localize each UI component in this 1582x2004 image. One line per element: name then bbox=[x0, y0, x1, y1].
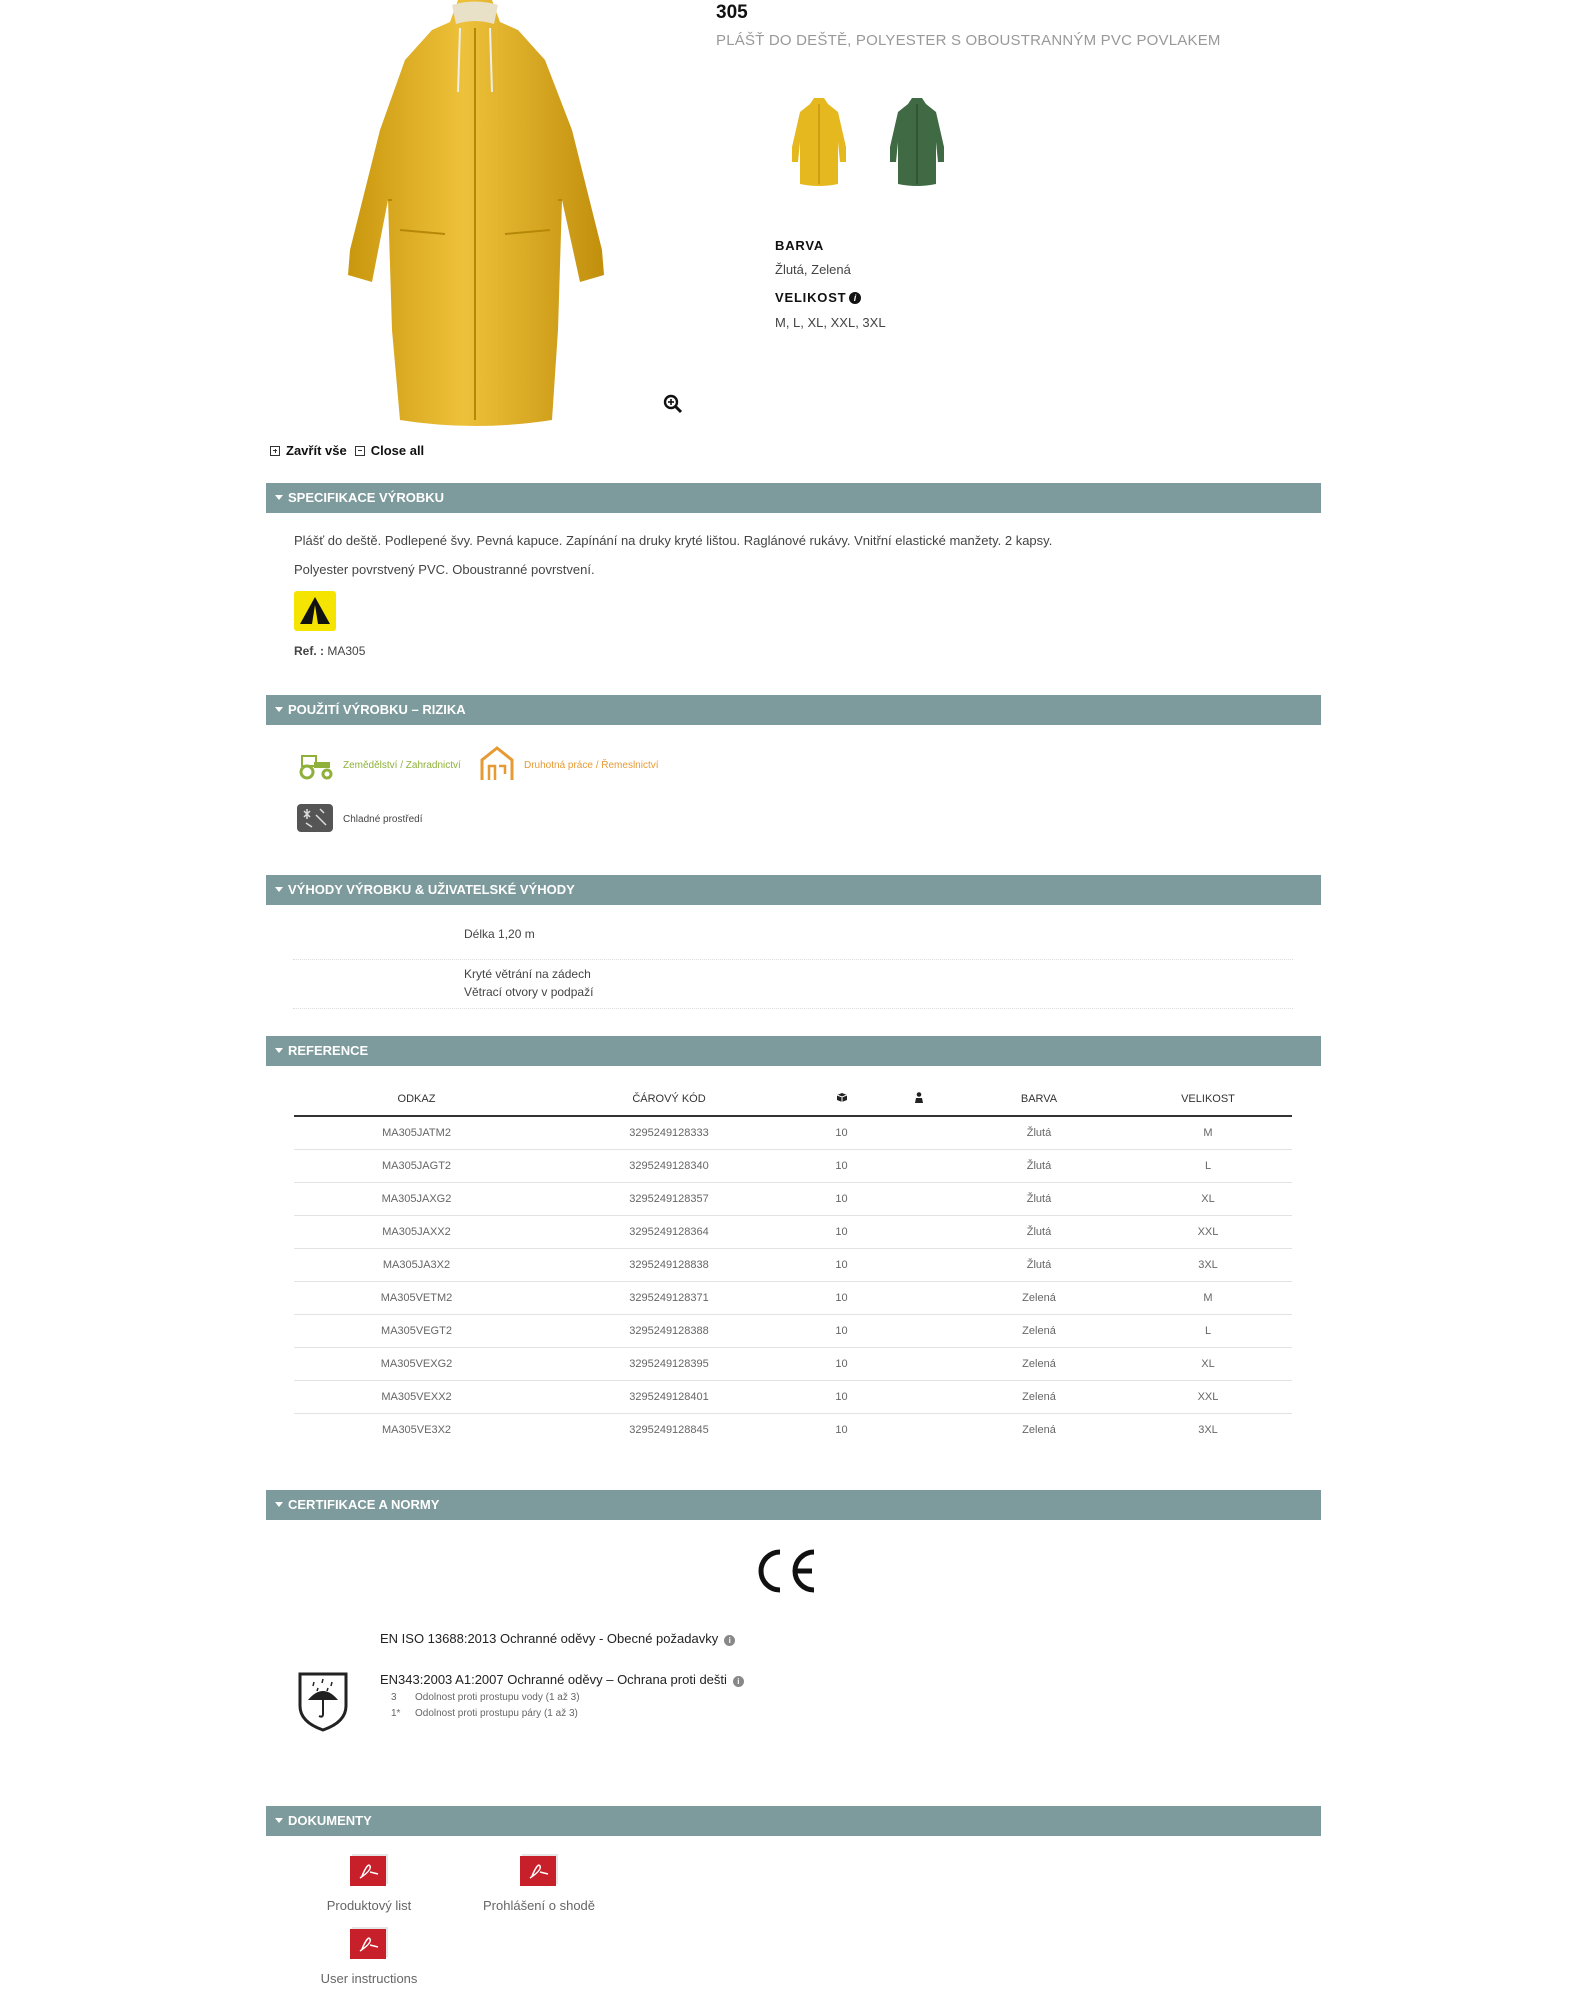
pdf-icon bbox=[348, 1852, 390, 1888]
table-row bbox=[294, 1215, 1292, 1248]
expand-collapse-controls bbox=[270, 443, 424, 458]
caret-down-icon bbox=[275, 1048, 283, 1053]
cell-person bbox=[884, 1347, 954, 1380]
caret-down-icon bbox=[275, 887, 283, 892]
cell-box-qty: 10 bbox=[799, 1248, 884, 1281]
reference-table-body bbox=[294, 1116, 1292, 1446]
use-item-crafts: Druhotná práce / Řemeslnictví bbox=[524, 760, 659, 771]
ref-line bbox=[294, 644, 365, 658]
color-value: Žlutá, Zelená bbox=[775, 262, 851, 277]
section-header-benefits[interactable] bbox=[266, 875, 1321, 905]
property-value: 1* bbox=[391, 1708, 401, 1719]
cell-person bbox=[884, 1380, 954, 1413]
caret-down-icon bbox=[275, 495, 283, 500]
cell-ref: MA305JA3X2 bbox=[294, 1248, 539, 1281]
table-row bbox=[294, 1116, 1292, 1149]
cell-box-qty: 10 bbox=[799, 1347, 884, 1380]
cell-ref: MA305VE3X2 bbox=[381, 1423, 452, 1436]
cell-ref: MA305VETM2 bbox=[294, 1281, 539, 1314]
cell-size: XXL bbox=[1124, 1215, 1292, 1248]
section-header-cert[interactable] bbox=[266, 1490, 1321, 1520]
cell-ref: MA305VEXG2 bbox=[294, 1347, 539, 1380]
table-row bbox=[294, 1413, 1292, 1446]
ref-value: MA305 bbox=[327, 644, 366, 658]
property-value: 3 bbox=[391, 1692, 397, 1703]
table-header-row bbox=[294, 1082, 1292, 1116]
cell-color: Zelená bbox=[954, 1347, 1124, 1380]
size-label-text: VELIKOST bbox=[775, 290, 847, 305]
benefit-back-vent: Kryté větrání na zádech bbox=[464, 967, 591, 981]
cell-box-qty: 10 bbox=[799, 1281, 884, 1314]
cell-color: Žlutá bbox=[954, 1182, 1124, 1215]
section-title: POUŽITÍ VÝROBKU – RIZIKA bbox=[288, 702, 466, 717]
cell-size: 3XL bbox=[1124, 1248, 1292, 1281]
spec-line-1: Plášť do deště. Podlepené švy. Pevná kapuce. Zapínání na druky kryté lištou. Raglánové rukávy. Vnitřní elastické manžety. 2 kapsy. bbox=[294, 533, 1053, 548]
cell-person bbox=[884, 1314, 954, 1347]
cell-ref: MA305JAGT2 bbox=[294, 1149, 539, 1182]
product-main-image[interactable] bbox=[340, 0, 610, 430]
document-label: Produktový list bbox=[326, 1898, 412, 1913]
col-header-barcode: ČÁROVÝ KÓD bbox=[539, 1082, 799, 1116]
info-icon[interactable]: i bbox=[724, 1635, 735, 1646]
cell-box-qty: 10 bbox=[799, 1215, 884, 1248]
size-label bbox=[775, 290, 861, 305]
document-declaration[interactable] bbox=[474, 1852, 604, 1913]
section-header-spec[interactable] bbox=[266, 483, 1321, 513]
cell-barcode: 3295249128333 bbox=[539, 1116, 799, 1149]
cell-size: XL bbox=[1124, 1347, 1292, 1380]
cell-color: Žlutá bbox=[954, 1116, 1124, 1149]
col-header-ref: ODKAZ bbox=[294, 1082, 539, 1116]
table-row bbox=[294, 1347, 1292, 1380]
section-header-reference[interactable] bbox=[266, 1036, 1321, 1066]
cell-color: Zelená bbox=[1022, 1423, 1056, 1436]
standard-title: EN ISO 13688:2013 Ochranné oděvy - Obecné požadavky bbox=[380, 1631, 719, 1646]
cell-color: Žlutá bbox=[954, 1248, 1124, 1281]
cell-size: L bbox=[1124, 1314, 1292, 1347]
cell-size: XXL bbox=[1124, 1380, 1292, 1413]
cell-barcode: 3295249128845 bbox=[629, 1423, 709, 1436]
color-label: BARVA bbox=[775, 238, 825, 253]
ref-label: Ref. : bbox=[294, 644, 324, 658]
cell-barcode: 3295249128388 bbox=[539, 1314, 799, 1347]
cell-ref: MA305JATM2 bbox=[294, 1116, 539, 1149]
cell-ref: MA305VEXX2 bbox=[294, 1380, 539, 1413]
col-header-color: BARVA bbox=[954, 1082, 1124, 1116]
cell-person bbox=[884, 1116, 954, 1149]
reference-table bbox=[294, 1082, 1292, 1446]
cell-color: Zelená bbox=[954, 1281, 1124, 1314]
cell-person bbox=[884, 1413, 954, 1446]
document-product-sheet[interactable] bbox=[309, 1852, 429, 1913]
benefit-armpit-vent: Větrací otvory v podpaží bbox=[464, 985, 594, 999]
col-header-size: VELIKOST bbox=[1124, 1082, 1292, 1116]
caret-down-icon bbox=[275, 1818, 283, 1823]
open-all-label: Zavřít vše bbox=[286, 443, 347, 458]
col-header-person bbox=[884, 1082, 954, 1116]
open-all-toggle[interactable] bbox=[270, 443, 347, 458]
cell-size: XL bbox=[1124, 1182, 1292, 1215]
cell-color: Zelená bbox=[954, 1380, 1124, 1413]
cell-size: M bbox=[1124, 1281, 1292, 1314]
cell-person bbox=[884, 1215, 954, 1248]
cell-ref: MA305JAXG2 bbox=[294, 1182, 539, 1215]
standard-property-row bbox=[391, 1708, 578, 1719]
property-label: Odolnost proti prostupu vody (1 až 3) bbox=[415, 1692, 580, 1703]
cell-box-qty: 10 bbox=[799, 1380, 884, 1413]
table-row bbox=[294, 1314, 1292, 1347]
close-all-toggle[interactable] bbox=[355, 443, 424, 458]
divider bbox=[293, 1008, 1293, 1009]
cell-person bbox=[884, 1182, 954, 1215]
ce-mark-icon bbox=[752, 1546, 818, 1596]
cell-color: Žlutá bbox=[954, 1149, 1124, 1182]
section-title: REFERENCE bbox=[288, 1043, 369, 1058]
caret-down-icon bbox=[275, 1502, 283, 1507]
document-label: Prohlášení o shodě bbox=[482, 1898, 596, 1913]
table-row bbox=[294, 1281, 1292, 1314]
cell-barcode: 3295249128357 bbox=[539, 1182, 799, 1215]
cell-barcode: 3295249128371 bbox=[539, 1281, 799, 1314]
table-row bbox=[294, 1182, 1292, 1215]
minus-square-icon bbox=[355, 446, 365, 456]
close-all-label: Close all bbox=[370, 443, 425, 458]
section-title: SPECIFIKACE VÝROBKU bbox=[288, 490, 445, 505]
cell-size: 3XL bbox=[1198, 1423, 1218, 1436]
person-icon bbox=[914, 1092, 924, 1103]
section-header-docs[interactable] bbox=[266, 1806, 1321, 1836]
cell-barcode: 3295249128364 bbox=[539, 1215, 799, 1248]
property-label: Odolnost proti prostupu páry (1 až 3) bbox=[415, 1708, 578, 1719]
size-value: M, L, XL, XXL, 3XL bbox=[775, 315, 886, 330]
cell-color: Zelená bbox=[954, 1314, 1124, 1347]
table-row bbox=[294, 1149, 1292, 1182]
standard-title: EN343:2003 A1:2007 Ochranné oděvy – Ochrana proti dešti bbox=[380, 1672, 727, 1687]
cell-box-qty: 10 bbox=[799, 1116, 884, 1149]
cell-box-qty: 10 bbox=[799, 1314, 884, 1347]
cell-person bbox=[884, 1149, 954, 1182]
info-icon[interactable]: i bbox=[733, 1676, 744, 1687]
benefit-length: Délka 1,20 m bbox=[464, 927, 535, 941]
box-icon bbox=[836, 1092, 848, 1103]
cell-box-qty: 10 bbox=[835, 1423, 848, 1436]
thumbnail-green[interactable] bbox=[884, 92, 950, 192]
brand-logo-icon bbox=[294, 591, 336, 631]
table-row bbox=[294, 1380, 1292, 1413]
document-label: User instructions bbox=[320, 1971, 418, 1986]
col-header-box bbox=[799, 1082, 884, 1116]
product-name: PLÁŠŤ DO DEŠTĚ, POLYESTER S OBOUSTRANNÝM PVC POVLAKEM bbox=[716, 32, 1221, 49]
product-number: 305 bbox=[716, 2, 748, 23]
divider bbox=[293, 959, 1293, 960]
plus-square-icon bbox=[270, 446, 280, 456]
rain-protection-pictogram-icon bbox=[296, 1670, 350, 1732]
use-item-cold: Chladné prostředí bbox=[343, 814, 423, 825]
table-row bbox=[294, 1248, 1292, 1281]
cell-size: L bbox=[1124, 1149, 1292, 1182]
cell-box-qty: 10 bbox=[799, 1149, 884, 1182]
cold-environment-icon bbox=[296, 803, 334, 833]
cell-ref: MA305JAXX2 bbox=[294, 1215, 539, 1248]
cell-barcode: 3295249128340 bbox=[539, 1149, 799, 1182]
cell-ref: MA305VEGT2 bbox=[294, 1314, 539, 1347]
caret-down-icon bbox=[275, 707, 283, 712]
cell-color: Žlutá bbox=[954, 1215, 1124, 1248]
pdf-icon bbox=[518, 1852, 560, 1888]
cell-barcode: 3295249128395 bbox=[539, 1347, 799, 1380]
pdf-icon bbox=[348, 1925, 390, 1961]
document-user-instructions[interactable] bbox=[309, 1925, 429, 1986]
section-title: VÝHODY VÝROBKU & UŽIVATELSKÉ VÝHODY bbox=[288, 882, 575, 897]
cell-size: M bbox=[1124, 1116, 1292, 1149]
cell-person bbox=[884, 1281, 954, 1314]
standard-property-row bbox=[391, 1692, 580, 1703]
cell-barcode: 3295249128401 bbox=[539, 1380, 799, 1413]
cell-person bbox=[884, 1248, 954, 1281]
section-title: CERTIFIKACE A NORMY bbox=[288, 1497, 440, 1512]
cell-barcode: 3295249128838 bbox=[539, 1248, 799, 1281]
thumbnail-yellow[interactable] bbox=[786, 92, 852, 192]
standard-en343 bbox=[380, 1672, 744, 1687]
standard-en-iso-13688 bbox=[380, 1631, 735, 1646]
use-item-agriculture: Zemědělství / Zahradnictví bbox=[343, 760, 461, 771]
section-header-use[interactable] bbox=[266, 695, 1321, 725]
spec-line-2: Polyester povrstvený PVC. Oboustranné povrstvení. bbox=[294, 562, 595, 577]
cell-box-qty: 10 bbox=[799, 1182, 884, 1215]
zoom-icon[interactable] bbox=[662, 393, 684, 415]
tractor-icon bbox=[296, 750, 336, 780]
section-title: DOKUMENTY bbox=[288, 1813, 372, 1828]
craft-house-icon bbox=[478, 746, 516, 782]
info-icon[interactable]: i bbox=[849, 292, 861, 304]
